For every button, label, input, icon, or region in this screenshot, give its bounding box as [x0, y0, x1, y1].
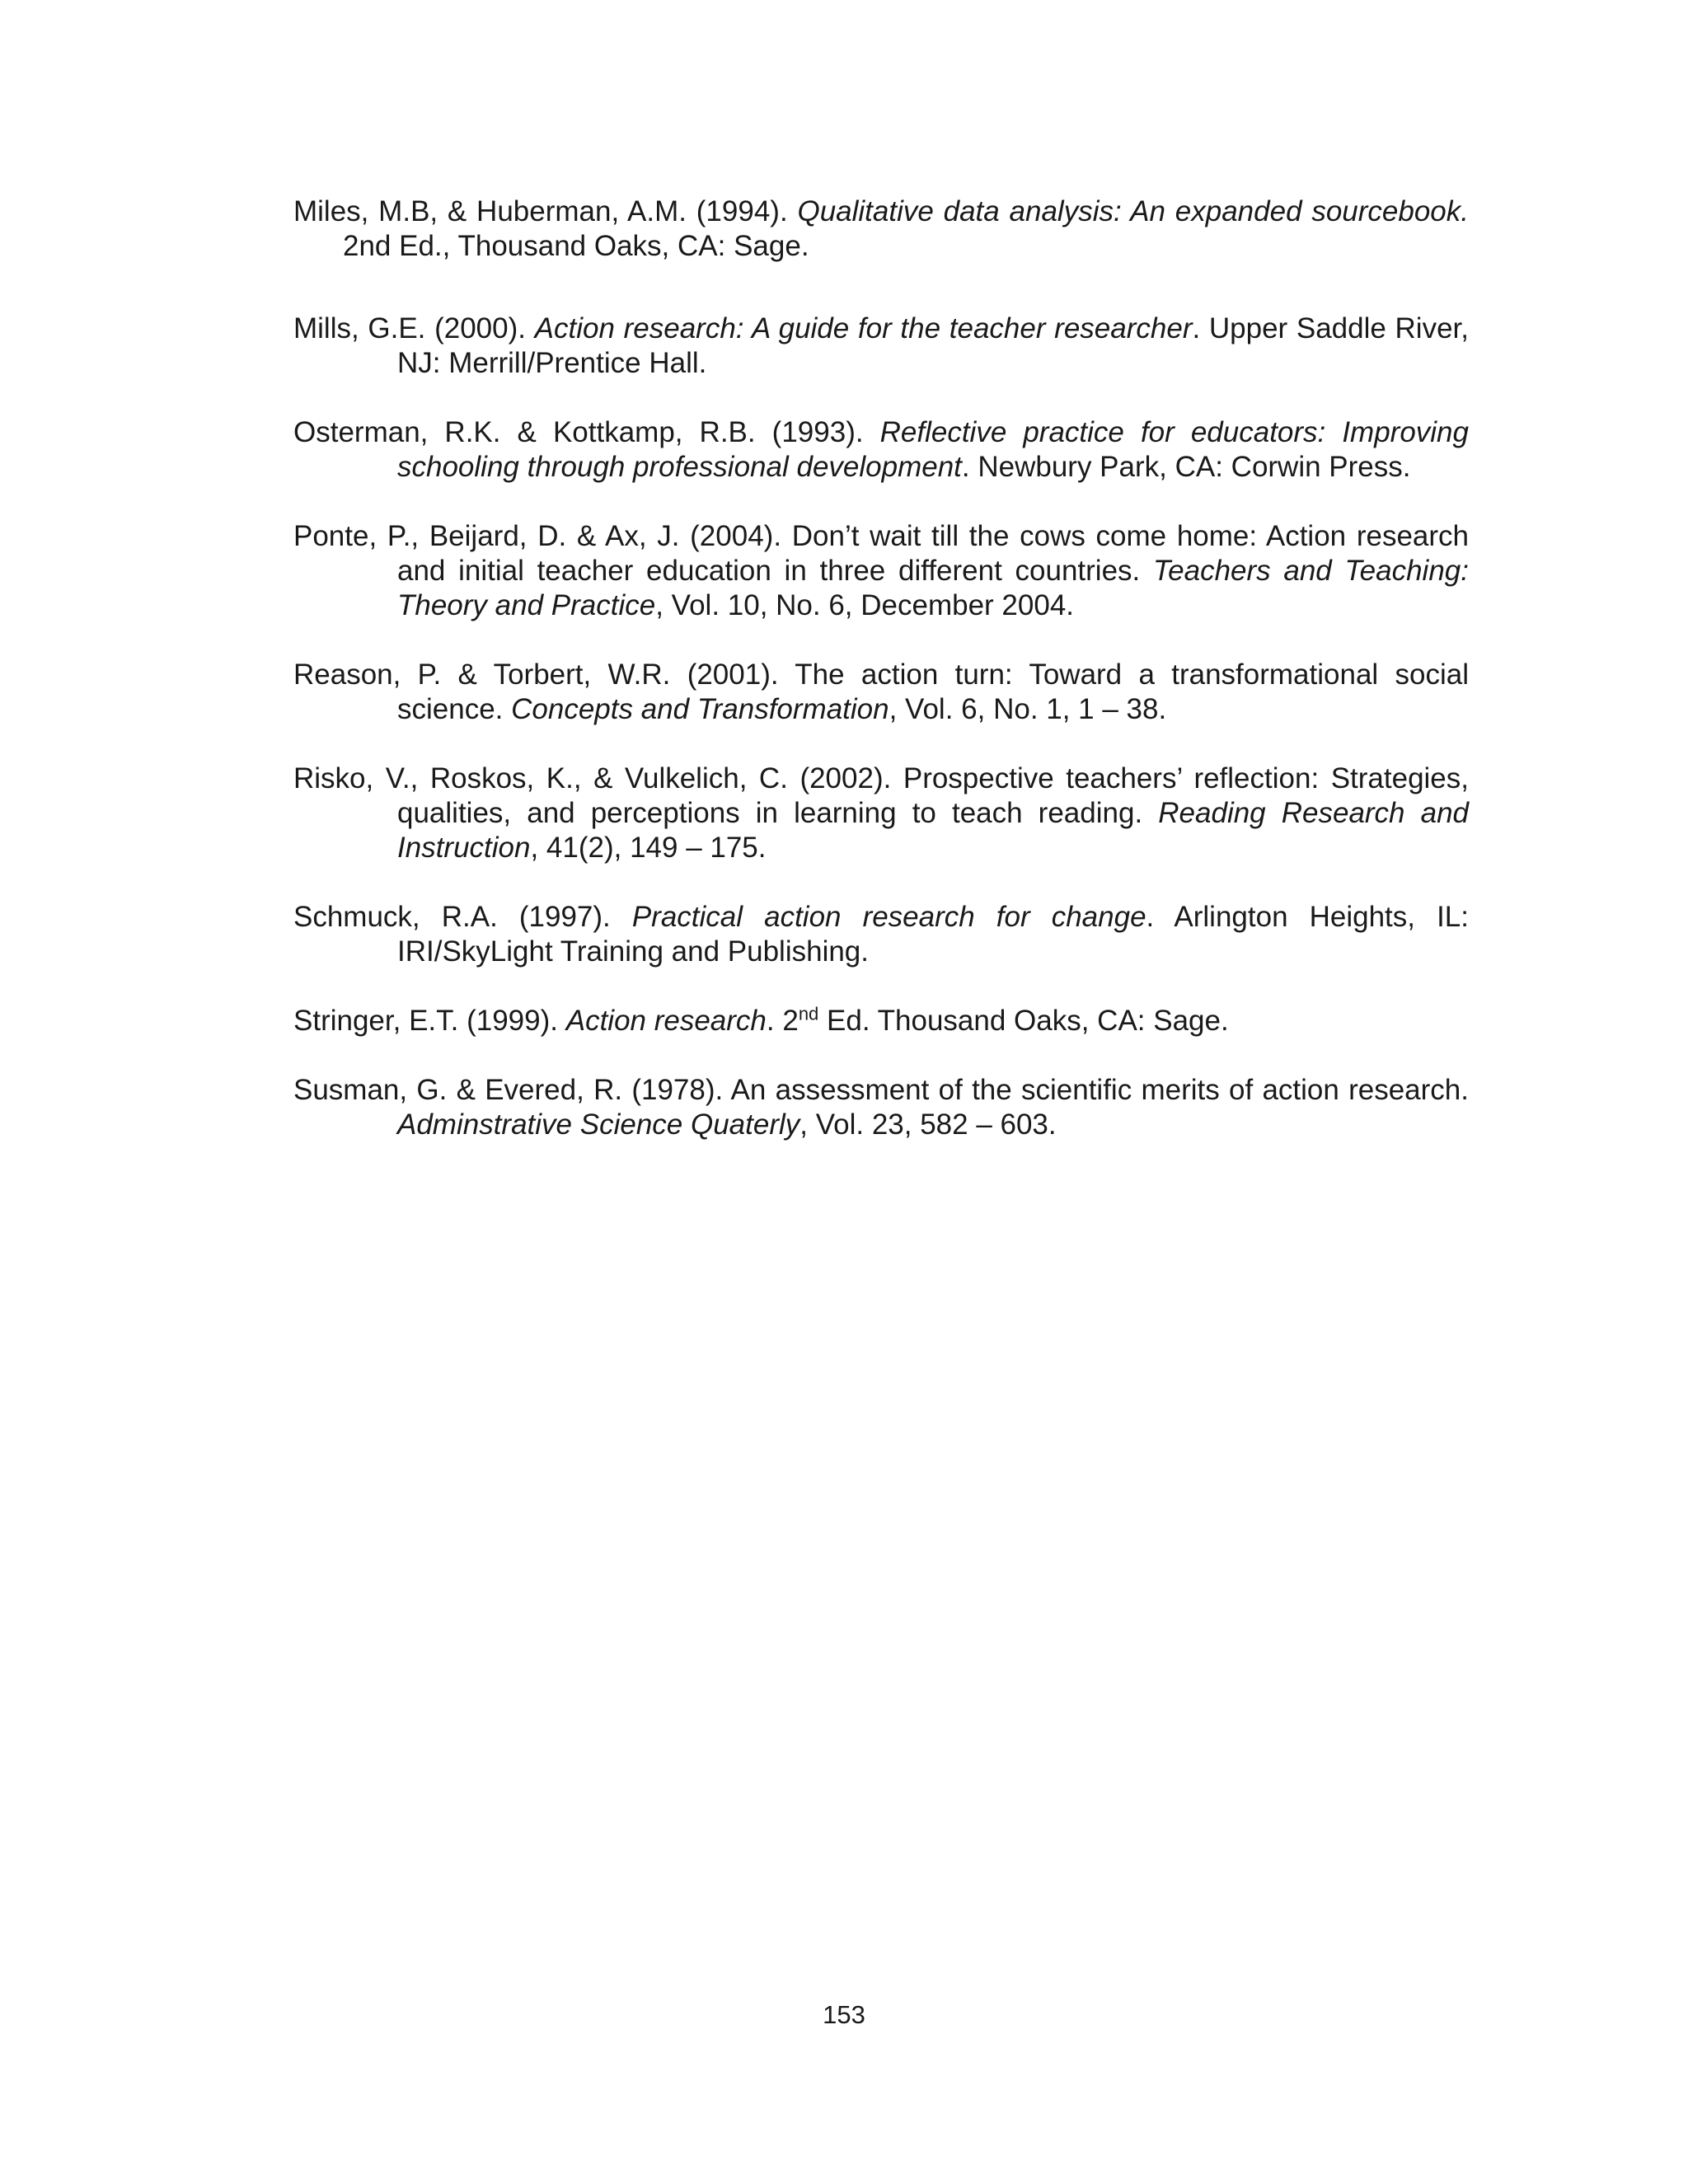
reference-title: Teachers and Teaching: Theory and Practice — [397, 555, 1469, 621]
ordinal-superscript: nd — [798, 1003, 819, 1024]
reference-text: , Vol. 6, No. 1, 1 – 38. — [889, 693, 1167, 725]
reference-title: Action research: A guide for the teacher researcher — [534, 312, 1193, 344]
reference-text: , Vol. 23, 582 – 603. — [799, 1108, 1057, 1141]
reference-text: 2nd Ed., Thousand Oaks, CA: Sage. — [343, 230, 809, 262]
reference-text: Stringer, E.T. (1999). — [293, 1005, 566, 1037]
reference-title: Action research — [565, 1005, 767, 1037]
reference-entry-miles — [293, 194, 1469, 264]
reference-text: Susman, G. & Evered, R. (1978). An assessment of the scientific merits of action research. — [293, 1074, 1469, 1106]
reference-title: Reflective practice for educators: Improving schooling through professional development — [397, 416, 1469, 483]
reference-text: Osterman, R.K. & Kottkamp, R.B. (1993). — [293, 416, 880, 448]
reference-entry-stringer — [293, 1004, 1469, 1038]
reference-text: Mills, G.E. (2000). — [293, 312, 535, 344]
reference-title: Practical action research for change — [631, 901, 1146, 933]
reference-entry-susman — [293, 1073, 1469, 1142]
reference-title: Reading Research and Instruction — [397, 797, 1470, 864]
reference-title: Concepts and Transformation — [511, 693, 889, 725]
reference-text: . 2 — [766, 1005, 799, 1037]
reference-entry-reason — [293, 658, 1469, 727]
reference-title: Qualitative data analysis: An expanded sourcebook. — [797, 195, 1469, 227]
reference-text: Ed. Thousand Oaks, CA: Sage. — [818, 1005, 1229, 1037]
reference-text: Reason, P. & Torbert, W.R. (2001). The action turn: Toward a transformational social science. — [293, 658, 1469, 725]
reference-text: . Upper Saddle River, NJ: Merrill/Prentice Hall. — [397, 312, 1469, 379]
reference-text: , 41(2), 149 – 175. — [530, 832, 767, 864]
reference-text: . Newbury Park, CA: Corwin Press. — [961, 451, 1411, 483]
reference-text: Schmuck, R.A. (1997). — [293, 901, 632, 933]
reference-text: Miles, M.B, & Huberman, A.M. (1994). — [293, 195, 798, 227]
reference-entry-ponte — [293, 519, 1469, 623]
reference-text: , Vol. 10, No. 6, December 2004. — [655, 589, 1075, 621]
reference-text: . Arlington Heights, IL: IRI/SkyLight Training and Publishing. — [397, 901, 1469, 968]
reference-text: Ponte, P., Beijard, D. & Ax, J. (2004). Don’t wait till the cows come home: Action research and initial teacher education in three different countries. — [293, 520, 1469, 587]
reference-title: Adminstrative Science Quaterly — [397, 1108, 800, 1141]
reference-text: Risko, V., Roskos, K., & Vulkelich, C. (2002). Prospective teachers’ reflection: Strategies, qualities, and perceptions in learning to teach reading. — [293, 762, 1469, 829]
page-number: 153 — [823, 2000, 865, 2029]
reference-entry-osterman — [293, 415, 1469, 485]
reference-entry-schmuck — [293, 900, 1469, 969]
reference-entry-mills — [293, 312, 1469, 381]
reference-list — [293, 194, 1469, 1177]
reference-entry-risko — [293, 762, 1469, 865]
